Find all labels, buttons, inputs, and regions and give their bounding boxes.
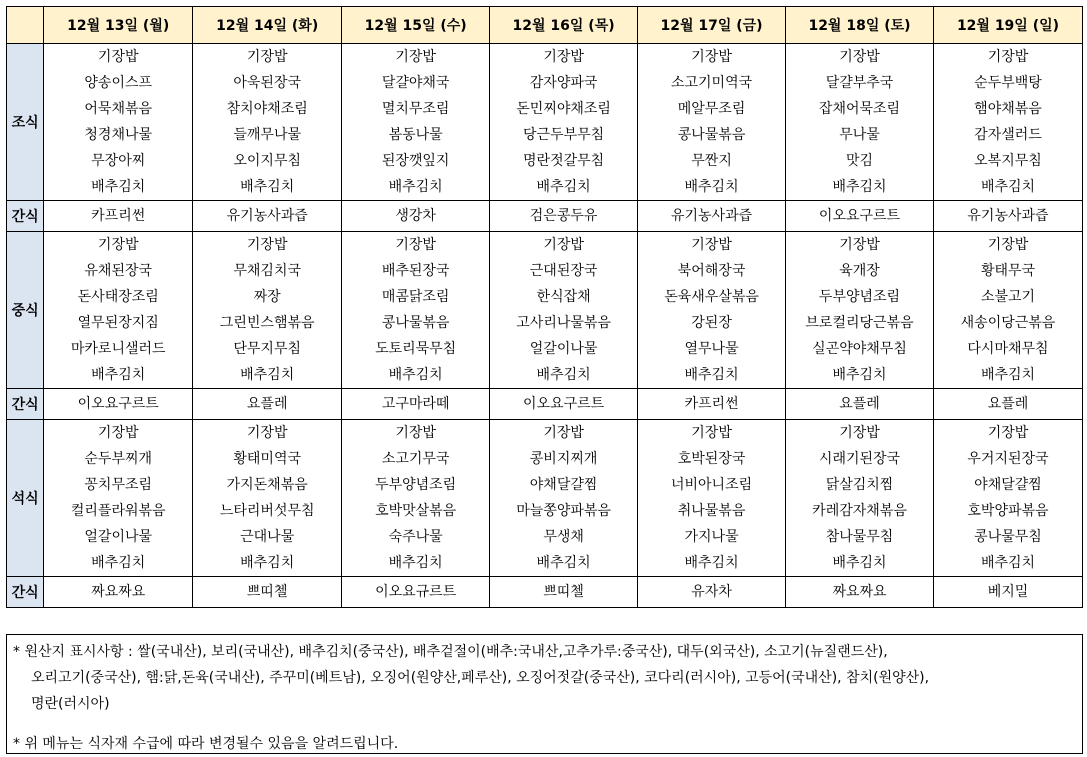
- dish-item: 무생채: [543, 529, 584, 545]
- dish-item: 마카로니샐러드: [70, 341, 166, 357]
- dish-item: 고구마라떼: [381, 396, 450, 412]
- dish-item: 돈민찌야채조림: [516, 101, 611, 117]
- dish-item: 시래기된장국: [818, 451, 901, 467]
- menu-cell: [490, 420, 638, 577]
- dish-item: 짜요짜요: [832, 584, 887, 600]
- dish-item: 이오요구르트: [818, 208, 901, 224]
- dish-item: 콩나물볶음: [677, 127, 746, 143]
- dish-item: 기장밥: [691, 237, 732, 253]
- dish-item: 돈육새우살볶음: [664, 289, 759, 305]
- menu-cell: [933, 44, 1082, 201]
- day-header: 12월 13일 (월): [44, 7, 193, 44]
- dish-item: 기장밥: [246, 237, 288, 253]
- menu-cell: [193, 420, 342, 577]
- dish-item: 매콤닭조림: [381, 289, 450, 305]
- dish-item: 단무지무침: [233, 341, 301, 357]
- dish-item: 소고기무국: [381, 451, 450, 467]
- dish-item: 배추김치: [980, 367, 1036, 383]
- menu-cell: [342, 389, 490, 420]
- dish-item: 가지돈채볶음: [226, 477, 308, 493]
- dish-item: 얼갈이나물: [529, 341, 598, 357]
- dish-item: 배추김치: [536, 179, 591, 195]
- meal-row: [7, 44, 1083, 201]
- dish-item: 청경채나물: [84, 127, 153, 143]
- dish-item: 배추김치: [684, 179, 739, 195]
- dish-item: 어묵채볶음: [84, 101, 153, 117]
- menu-cell: [342, 44, 490, 201]
- dish-item: 이오요구르트: [77, 396, 159, 412]
- dish-item: 쁘띠첼: [246, 584, 288, 600]
- dish-item: 근대된장국: [529, 263, 598, 279]
- menu-cell: [933, 420, 1082, 577]
- dish-item: 배추김치: [684, 367, 739, 383]
- dish-item: 호박된장국: [677, 451, 746, 467]
- weekly-menu-table: [6, 6, 1083, 608]
- dish-item: 야채달걀찜: [974, 477, 1042, 493]
- day-header: 12월 18일 (토): [786, 7, 934, 44]
- dish-item: 우거지된장국: [967, 451, 1049, 467]
- menu-cell: [490, 389, 638, 420]
- dish-item: 배추김치: [832, 367, 887, 383]
- dish-item: 기장밥: [543, 49, 584, 65]
- menu-cell: [638, 201, 786, 232]
- dish-item: 유기농사과즙: [670, 208, 753, 224]
- dish-item: 된장깻잎지: [381, 153, 450, 169]
- dish-item: 소불고기: [980, 289, 1036, 305]
- dish-item: 유기농사과즙: [226, 208, 308, 224]
- menu-cell: [490, 577, 638, 608]
- day-header: 12월 17일 (금): [638, 7, 786, 44]
- dish-item: 들깨무나물: [233, 127, 301, 143]
- menu-cell: [786, 232, 934, 389]
- dish-item: 꽁치무조림: [84, 477, 153, 493]
- dish-item: 참나물무침: [825, 529, 894, 545]
- menu-cell: [193, 577, 342, 608]
- dish-item: 기장밥: [839, 49, 880, 65]
- dish-item: 햄야채볶음: [974, 101, 1042, 117]
- dish-item: 소고기미역국: [670, 75, 753, 91]
- dish-item: 열무나물: [684, 341, 739, 357]
- dish-item: 콩나물볶음: [381, 315, 450, 331]
- dish-item: 기장밥: [987, 237, 1029, 253]
- dish-item: 배추김치: [91, 367, 146, 383]
- dish-item: 배추김치: [980, 555, 1036, 571]
- meal-row: [7, 232, 1083, 389]
- dish-item: 기장밥: [395, 49, 436, 65]
- dish-item: 배추김치: [240, 179, 295, 195]
- menu-cell: [342, 420, 490, 577]
- menu-cell: [490, 44, 638, 201]
- dish-item: 컬리플라워볶음: [70, 503, 166, 519]
- dish-item: 기장밥: [246, 425, 288, 441]
- dish-item: 기장밥: [691, 425, 732, 441]
- dish-item: 유기농사과즙: [967, 208, 1049, 224]
- dish-item: 아욱된장국: [233, 75, 301, 91]
- dish-item: 고사리나물볶음: [516, 315, 611, 331]
- dish-item: 잡채어묵조림: [818, 101, 901, 117]
- dish-item: 배추김치: [832, 179, 887, 195]
- dish-item: 한식잡채: [536, 289, 591, 305]
- dish-item: 기장밥: [97, 425, 139, 441]
- dish-item: 얼갈이나물: [84, 529, 153, 545]
- dish-item: 명란젓갈무침: [523, 153, 605, 169]
- dish-item: 가지나물: [684, 529, 739, 545]
- menu-cell: [638, 232, 786, 389]
- dish-item: 짜요짜요: [91, 584, 146, 600]
- dish-item: 기장밥: [839, 425, 880, 441]
- snack-row: [7, 577, 1083, 608]
- menu-cell: [193, 389, 342, 420]
- menu-cell: [638, 44, 786, 201]
- dish-item: 무채김치국: [233, 263, 301, 279]
- dish-item: 기장밥: [395, 425, 436, 441]
- dish-item: 콩나물무침: [974, 529, 1042, 545]
- dish-item: 기장밥: [97, 237, 139, 253]
- dish-item: 황태미역국: [233, 451, 301, 467]
- menu-cell: [44, 577, 193, 608]
- menu-cell: [342, 232, 490, 389]
- dish-item: 실곤약야채무침: [812, 341, 907, 357]
- meal-label: 간식: [7, 577, 44, 608]
- day-header-row: [7, 7, 1083, 44]
- dish-item: 숙주나물: [388, 529, 443, 545]
- dish-item: 기장밥: [543, 425, 584, 441]
- snack-row: [7, 389, 1083, 420]
- menu-cell: [786, 44, 934, 201]
- dish-item: 두부양념조림: [375, 477, 457, 493]
- dish-item: 무장아찌: [91, 153, 146, 169]
- dish-item: 육개장: [839, 263, 880, 279]
- dish-item: 당근두부무침: [523, 127, 605, 143]
- menu-cell: [933, 577, 1082, 608]
- dish-item: 두부양념조림: [818, 289, 901, 305]
- day-header: 12월 15일 (수): [342, 7, 490, 44]
- dish-item: 기장밥: [395, 237, 436, 253]
- day-header: 12월 14일 (화): [193, 7, 342, 44]
- menu-cell: [44, 420, 193, 577]
- dish-item: 새송이당근볶음: [960, 315, 1056, 331]
- dish-item: 이오요규르트: [375, 584, 457, 600]
- dish-item: 오복지무침: [974, 153, 1042, 169]
- dish-item: 야채달걀찜: [529, 477, 598, 493]
- menu-cell: [342, 577, 490, 608]
- menu-cell: [786, 577, 934, 608]
- dish-item: 브로컬리당근볶음: [805, 315, 914, 331]
- dish-item: 카프리썬: [91, 208, 146, 224]
- menu-cell: [44, 201, 193, 232]
- menu-cell: [342, 201, 490, 232]
- day-header: 12월 19일 (일): [933, 7, 1082, 44]
- origin-note: 오리고기(중국산), 햄:닭,돈육(국내산), 주꾸미(베트남), 오징어(원양산,페루산), 오징어젓갈(중국산), 코다리(러시아), 고등어(국내산), 참치(원양산),: [31, 670, 930, 686]
- dish-item: 배추김치: [832, 555, 887, 571]
- dish-item: 무나물: [839, 127, 880, 143]
- dish-item: 기장밥: [987, 49, 1029, 65]
- dish-item: 마늘쫑양파볶음: [516, 503, 611, 519]
- menu-cell: [193, 201, 342, 232]
- dish-item: 배추김치: [388, 555, 443, 571]
- dish-item: 근대나물: [240, 529, 295, 545]
- dish-item: 배추김치: [91, 179, 146, 195]
- dish-item: 요플레: [246, 396, 288, 412]
- menu-cell: [786, 201, 934, 232]
- notes-box: [6, 634, 1083, 754]
- dish-item: 요플레: [839, 396, 880, 412]
- dish-item: 맛김: [845, 153, 874, 169]
- menu-cell: [933, 232, 1082, 389]
- dish-item: 기장밥: [987, 425, 1029, 441]
- dish-item: 카프리썬: [684, 396, 739, 412]
- menu-body: [7, 44, 1083, 608]
- dish-item: 황태무국: [980, 263, 1036, 279]
- dish-item: 배추김치: [388, 367, 443, 383]
- dish-item: 도토리묵무침: [375, 341, 457, 357]
- dish-item: 감자샐러드: [974, 127, 1042, 143]
- meal-label: 간식: [7, 389, 44, 420]
- menu-cell: [44, 232, 193, 389]
- dish-item: 기장밥: [246, 49, 288, 65]
- menu-cell: [490, 232, 638, 389]
- origin-note: * 원산지 표시사항 : 쌀(국내산), 보리(국내산), 배추김치(중국산), 배추겉절이(배추:국내산,고추가루:중국산), 대두(외국산), 소고기(뉴질랜드산),: [13, 644, 888, 660]
- dish-item: 배추김치: [684, 555, 739, 571]
- spacer: [13, 717, 1076, 731]
- dish-item: 검은콩두유: [529, 208, 598, 224]
- dish-item: 배추김치: [388, 179, 443, 195]
- dish-item: 배추김치: [240, 367, 295, 383]
- dish-item: 배추된장국: [381, 263, 450, 279]
- dish-item: 강된장: [691, 315, 732, 331]
- dish-item: 느타리버섯무침: [219, 503, 315, 519]
- dish-item: 배추김치: [536, 555, 591, 571]
- dish-item: 무짠지: [691, 153, 732, 169]
- dish-item: 유채된장국: [84, 263, 153, 279]
- change-notice: * 위 메뉴는 식자재 수급에 따라 변경될수 있음을 알려드립니다.: [13, 736, 399, 752]
- dish-item: 취나물볶음: [677, 503, 746, 519]
- menu-cell: [490, 201, 638, 232]
- origin-note: 명란(러시아): [31, 696, 110, 712]
- day-header: 12월 16일 (목): [490, 7, 638, 44]
- meal-label: 조식: [7, 44, 44, 201]
- dish-item: 생강차: [395, 208, 436, 224]
- menu-cell: [638, 577, 786, 608]
- dish-item: 참치야채조림: [226, 101, 308, 117]
- dish-item: 열무된장지짐: [77, 315, 159, 331]
- dish-item: 그린빈스햄볶음: [219, 315, 315, 331]
- meal-label: 간식: [7, 201, 44, 232]
- dish-item: 닭살김치찜: [825, 477, 894, 493]
- dish-item: 카레감자채볶음: [812, 503, 907, 519]
- dish-item: 순두부찌개: [84, 451, 153, 467]
- dish-item: 쁘띠첼: [543, 584, 584, 600]
- dish-item: 유자차: [691, 584, 732, 600]
- dish-item: 기장밥: [839, 237, 880, 253]
- meal-row: [7, 420, 1083, 577]
- dish-item: 기장밥: [543, 237, 584, 253]
- menu-cell: [44, 389, 193, 420]
- dish-item: 순두부백탕: [974, 75, 1042, 91]
- dish-item: 메알무조림: [677, 101, 746, 117]
- dish-item: 너비아니조림: [670, 477, 753, 493]
- dish-item: 멸치무조림: [381, 101, 450, 117]
- snack-row: [7, 201, 1083, 232]
- meal-label: 중식: [7, 232, 44, 389]
- dish-item: 호박맛살볶음: [375, 503, 457, 519]
- dish-item: 달걀부추국: [825, 75, 894, 91]
- dish-item: 양송이스프: [84, 75, 153, 91]
- dish-item: 기장밥: [691, 49, 732, 65]
- dish-item: 배추김치: [980, 179, 1036, 195]
- dish-item: 감자양파국: [529, 75, 598, 91]
- dish-item: 베지밀: [987, 584, 1029, 600]
- menu-cell: [44, 44, 193, 201]
- dish-item: 봄동나물: [388, 127, 443, 143]
- dish-item: 달걀야채국: [381, 75, 450, 91]
- meal-label: 석식: [7, 420, 44, 577]
- menu-cell: [638, 389, 786, 420]
- menu-cell: [933, 201, 1082, 232]
- dish-item: 콩비지찌개: [529, 451, 598, 467]
- dish-item: 기장밥: [97, 49, 139, 65]
- dish-item: 호박양파볶음: [967, 503, 1049, 519]
- menu-cell: [638, 420, 786, 577]
- dish-item: 다시마채무침: [967, 341, 1049, 357]
- menu-cell: [933, 389, 1082, 420]
- dish-item: 오이지무침: [233, 153, 301, 169]
- dish-item: 요플레: [987, 396, 1029, 412]
- dish-item: 짜장: [253, 289, 281, 305]
- menu-cell: [193, 44, 342, 201]
- menu-cell: [193, 232, 342, 389]
- dish-item: 배추김치: [536, 367, 591, 383]
- corner-cell: [7, 7, 44, 44]
- dish-item: 이오요구르트: [523, 396, 605, 412]
- dish-item: 돈사태장조림: [77, 289, 159, 305]
- menu-cell: [786, 420, 934, 577]
- dish-item: 배추김치: [91, 555, 146, 571]
- menu-cell: [786, 389, 934, 420]
- dish-item: 배추김치: [240, 555, 295, 571]
- dish-item: 북어해장국: [677, 263, 746, 279]
